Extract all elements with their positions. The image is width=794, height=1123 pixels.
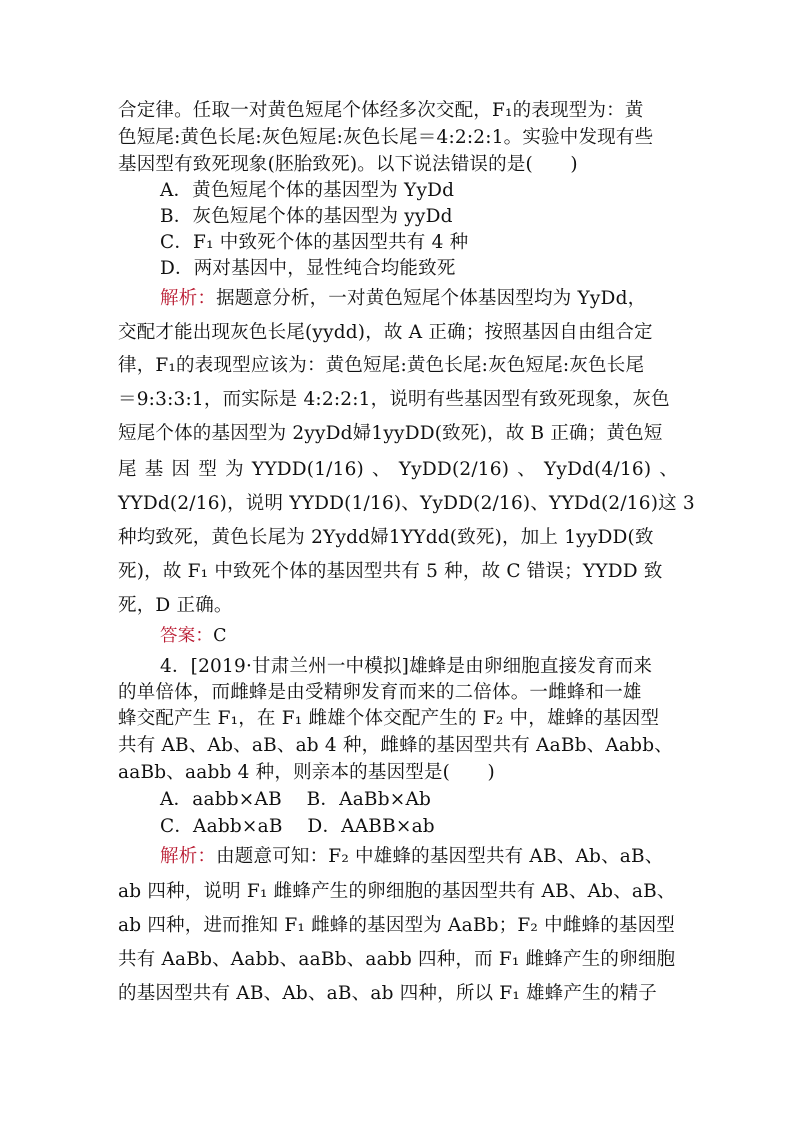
q3-option-c: C．F₁ 中致死个体的基因型共有 4 种 bbox=[160, 232, 469, 253]
q4-stem-line-3: 蜂交配产生 F₁，在 F₁ 雌雄个体交配产生的 F₂ 中，雄蜂的基因型 bbox=[118, 708, 660, 729]
q3-stem-line-1: 合定律。任取一对黄色短尾个体经多次交配，F₁的表现型为：黄 bbox=[118, 100, 644, 121]
q4-analysis-line-1: 解析：由题意可知：F₂ 中雄蜂的基因型共有 AB、Ab、aB、 bbox=[160, 846, 664, 867]
q4-options-row-2: C．Aabb×aB D．AABB×ab bbox=[160, 816, 435, 837]
q4-analysis-line-3: ab 四种，进而推知 F₁ 雌蜂的基因型为 AaBb；F₂ 中雌蜂的基因型 bbox=[118, 915, 676, 936]
q4-stem-line-5: aaBb、aabb 4 种，则亲本的基因型是( ) bbox=[118, 762, 495, 783]
q3-analysis-line-7: YYDd(2/16)，说明 YYDD(1/16)、YyDD(2/16)、YYDd(2/16)这 3 bbox=[118, 493, 695, 514]
q3-stem-line-3: 基因型有致死现象(胚胎致死)。以下说法错误的是( ) bbox=[118, 154, 578, 175]
q3-analysis-line-8: 种均致死，黄色长尾为 2Yydd婦1YYdd(致死)，加上 1yyDD(致 bbox=[118, 527, 654, 548]
q4-stem-line-2: 的单倍体，而雌蜂是由受精卵发育而来的二倍体。一雌蜂和一雄 bbox=[118, 682, 642, 703]
q3-option-d: D．两对基因中，显性纯合均能致死 bbox=[160, 258, 456, 279]
q3-option-a: A．黄色短尾个体的基因型为 YyDd bbox=[160, 180, 455, 201]
q4-analysis-label: 解析： bbox=[160, 846, 217, 867]
q4-analysis-line-5: 的基因型共有 AB、Ab、aB、ab 四种，所以 F₁ 雄蜂产生的精子 bbox=[118, 983, 657, 1004]
q4-options-row-1: A．aabb×AB B．AaBb×Ab bbox=[160, 789, 432, 810]
q3-stem-line-2: 色短尾:黄色长尾:灰色短尾:灰色长尾＝4:2:2:1。实验中发现有些 bbox=[118, 127, 654, 148]
q3-analysis-line-9: 死)，故 F₁ 中致死个体的基因型共有 5 种，故 C 错误；YYDD 致 bbox=[118, 561, 663, 582]
q3-analysis-line-5: 短尾个体的基因型为 2yyDd婦1yyDD(致死)，故 B 正确；黄色短 bbox=[118, 423, 663, 444]
q3-option-b: B．灰色短尾个体的基因型为 yyDd bbox=[160, 206, 453, 227]
q3-analysis-line-10: 死，D 正确。 bbox=[118, 595, 233, 616]
q3-answer-value: C bbox=[213, 626, 227, 646]
q4-stem-line-4: 共有 AB、Ab、aB、ab 4 种，雌蜂的基因型共有 AaBb、Aabb、 bbox=[118, 735, 673, 756]
q3-answer-label: 答案： bbox=[160, 626, 214, 646]
q4-stem-line-1: 4．[2019·甘肃兰州一中模拟]雄蜂是由卵细胞直接发育而来 bbox=[160, 656, 653, 677]
q3-analysis-line-2: 交配才能出现灰色长尾(yydd)，故 A 正确；按照基因自由组合定 bbox=[118, 322, 653, 343]
q3-analysis-line-3: 律，F₁的表现型应该为：黄色短尾:黄色长尾:灰色短尾:灰色长尾 bbox=[118, 355, 645, 376]
q3-answer bbox=[160, 624, 674, 648]
q3-analysis-line-4: ＝9:3:3:1，而实际是 4:2:2:1，说明有些基因型有致死现象，灰色 bbox=[118, 389, 670, 410]
q4-analysis-line-2: ab 四种，说明 F₁ 雌蜂产生的卵细胞的基因型共有 AB、Ab、aB、 bbox=[118, 881, 676, 902]
q3-analysis-label: 解析： bbox=[160, 288, 217, 309]
q3-analysis-line-1: 解析：据题意分析，一对黄色短尾个体基因型均为 YyDd， bbox=[160, 288, 647, 309]
q4-analysis-line-4: 共有 AaBb、Aabb、aaBb、aabb 四种，而 F₁ 雌蜂产生的卵细胞 bbox=[118, 949, 676, 970]
q3-analysis-line-6: 尾 基 因 型 为 YYDD(1/16) 、 YyDD(2/16) 、 YyDd(4/16) 、 bbox=[118, 459, 679, 480]
